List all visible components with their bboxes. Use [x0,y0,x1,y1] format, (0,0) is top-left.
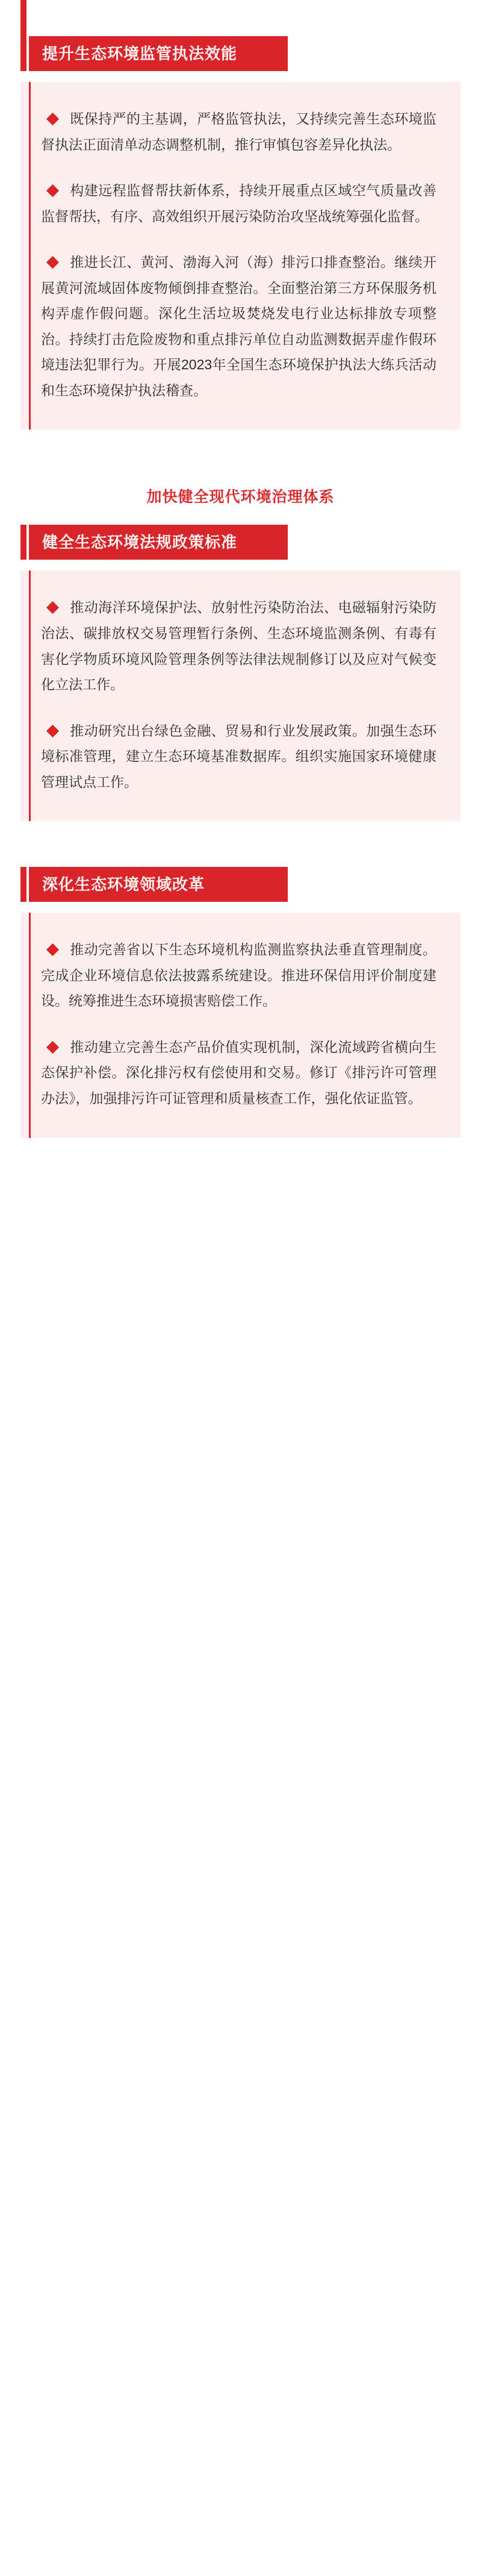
section-title-4: 深化生态环境领域改革 [29,867,288,902]
paragraph [41,937,436,1014]
paragraph-text: 推动研究出台绿色金融、贸易和行业发展政策。加强生态环境标准管理，建立生态环境基准数据库。组织实施国家环境健康管理试点工作。 [41,722,436,790]
card-left-rule-1 [29,82,31,430]
diamond-icon [46,1041,59,1054]
paragraph-text: 推动海洋环境保护法、放射性污染防治法、电磁辐射污染防治法、碳排放权交易管理暂行条例、生态环境监测条例、有毒有害化学物质环境风险管理条例等法律法规制修订以及应对气候变化立法工作。 [41,599,436,693]
paragraph-text: 推进长江、黄河、渤海入河（海）排污口排查整治。继续开展黄河流域固体废物倾倒排查整治。全面整治第三方环保服务机构弄虚作假问题。深化生活垃圾焚烧发电行业达标排放专项整治。持续打击危险废物和重点排污单位自动监测数据弄虚作假环境违法犯罪行为。开展2023年全国生态环境保护执法大练兵活动和生态环境保护执法稽查。 [41,254,436,398]
section-heading-3 [0,525,481,560]
paragraph-text: 推动建立完善生态产品价值实现机制，深化流域跨省横向生态保护补偿。深化排污权有偿使用和交易。修订《排污许可管理办法》，加强排污许可证管理和质量核查工作，强化依证监管。 [41,1039,436,1107]
section-spacer [0,821,481,867]
diamond-icon [46,725,59,737]
paragraph [41,1034,436,1111]
section-heading-1 [0,0,481,71]
section-heading-4 [0,867,481,902]
paragraph [41,595,436,697]
section-title-1: 提升生态环境监管执法效能 [29,36,288,71]
diamond-icon [46,601,59,614]
diamond-icon [46,943,59,956]
section-card-1 [20,82,461,430]
paragraph [41,178,436,229]
paragraph [41,249,436,403]
diamond-icon [46,184,59,197]
section-title-2: 加快健全现代环境治理体系 [146,489,335,506]
diamond-icon [46,113,59,125]
paragraph [41,106,436,157]
section-title-3: 健全生态环境法规政策标准 [29,525,288,560]
paragraph-text: 既保持严的主基调，严格监管执法，又持续完善生态环境监督执法正面清单动态调整机制，推行审慎包容差异化执法。 [41,111,436,152]
heading-accent-bar-1 [20,0,26,71]
heading-accent-bar-4 [20,867,26,902]
paragraph-text: 推动完善省以下生态环境机构监测监察执法垂直管理制度。完成企业环境信息依法披露系统建设。推进环保信用评价制度建设。统筹推进生态环境损害赔偿工作。 [41,942,436,1009]
paragraph-text: 构建远程监督帮扶新体系，持续开展重点区域空气质量改善监督帮扶，有序、高效组织开展污染防治攻坚战统筹强化监督。 [41,183,436,224]
diamond-icon [46,256,59,269]
card-left-rule-3 [29,571,31,821]
section-card-3 [20,571,461,821]
heading-accent-bar-3 [20,525,26,560]
paragraph [41,718,436,795]
card-left-rule-4 [29,913,31,1137]
section-card-4 [20,913,461,1137]
